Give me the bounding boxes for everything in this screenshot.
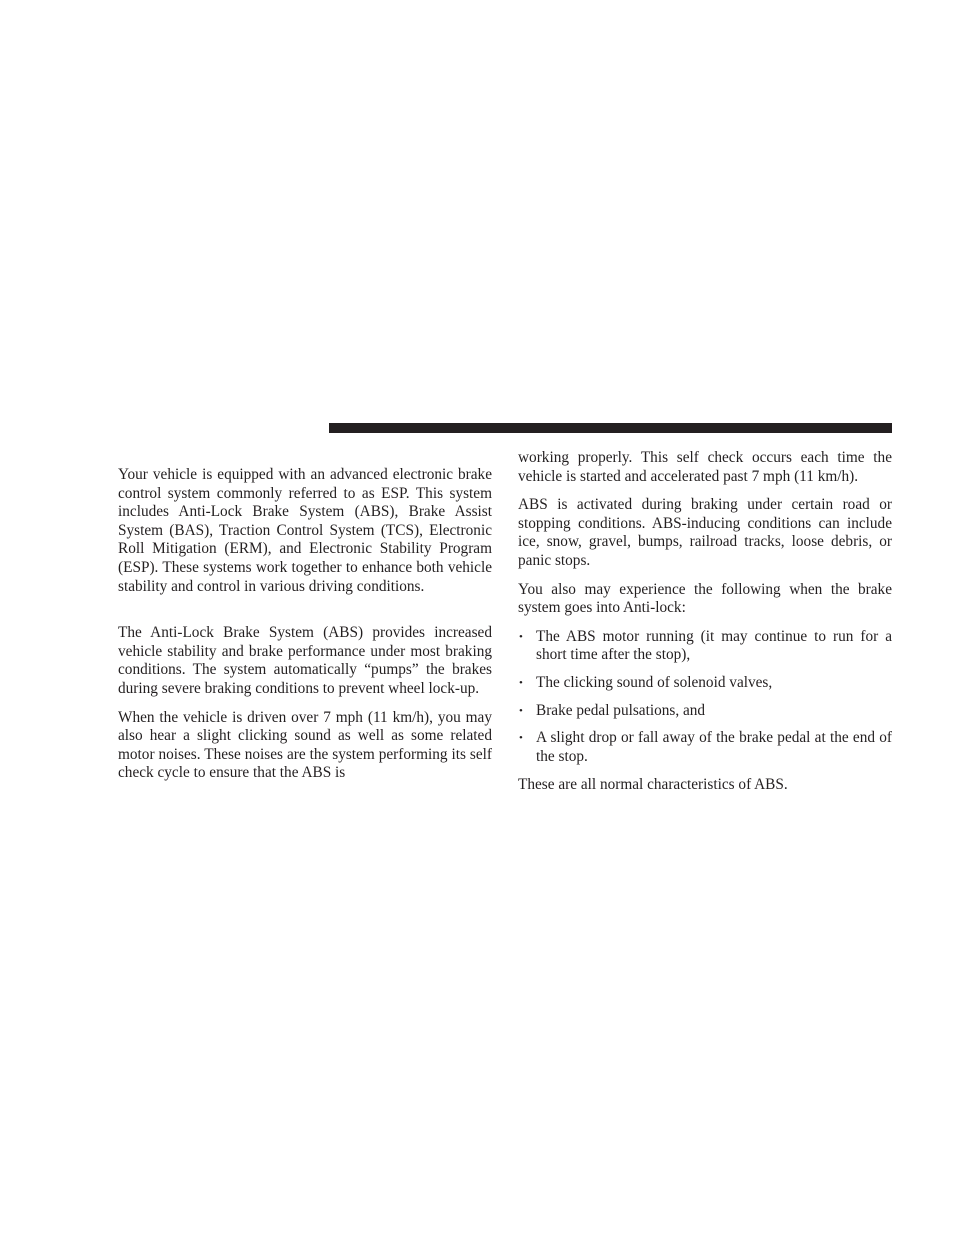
bullet-icon: • <box>519 732 523 745</box>
list-item-text: The ABS motor running (it may continue to run for a short time after the stop), <box>536 627 892 664</box>
section-header-rule <box>329 423 892 433</box>
paragraph-self-check: When the vehicle is driven over 7 mph (11 km/h), you may also hear a slight clicking sound as well as some related motor noises. These noises are the system performing its self check cycle to ensure that the ABS is <box>118 708 492 782</box>
list-item-text: The clicking sound of solenoid valves, <box>536 673 773 691</box>
list-item <box>518 628 892 665</box>
right-column <box>518 449 892 795</box>
bullet-icon: • <box>519 630 523 643</box>
bullet-icon: • <box>519 676 523 689</box>
paragraph-esp-intro: Your vehicle is equipped with an advanced electronic brake control system commonly referred to as ESP. This system includes Anti-Lock Brake System (ABS), Brake Assist System (BAS), Traction Control System (TCS), Electronic Roll Mitigation (ERM), and Electronic Stability Program (ESP). These systems work together to enhance both vehicle stability and control in various driving conditions. <box>118 466 492 595</box>
paragraph-normal-characteristics: These are all normal characteristics of ABS. <box>518 776 788 794</box>
paragraph-anti-lock-experience: You also may experience the following when the brake system goes into Anti-lock: <box>518 580 892 617</box>
paragraph-abs-description: The Anti-Lock Brake System (ABS) provides increased vehicle stability and brake performance under most braking conditions. The system automatically “pumps” the brakes during severe braking conditions to prevent wheel lock-up. <box>118 624 492 697</box>
paragraph-self-check-continued: working properly. This self check occurs each time the vehicle is started and accelerated past 7 mph (11 km/h). <box>518 449 892 485</box>
left-column <box>118 466 492 783</box>
bullet-icon: • <box>519 704 523 717</box>
list-item <box>518 702 892 721</box>
list-item-text: Brake pedal pulsations, and <box>536 701 706 719</box>
anti-lock-symptom-list <box>518 628 892 767</box>
list-item <box>518 729 892 766</box>
paragraph-abs-activation: ABS is activated during braking under certain road or stopping conditions. ABS-inducing conditions can include ice, snow, gravel, bumps, railroad tracks, loose debris, or panic stops. <box>518 496 892 569</box>
list-item-text: A slight drop or fall away of the brake pedal at the end of the stop. <box>536 729 892 765</box>
list-item <box>518 674 892 693</box>
